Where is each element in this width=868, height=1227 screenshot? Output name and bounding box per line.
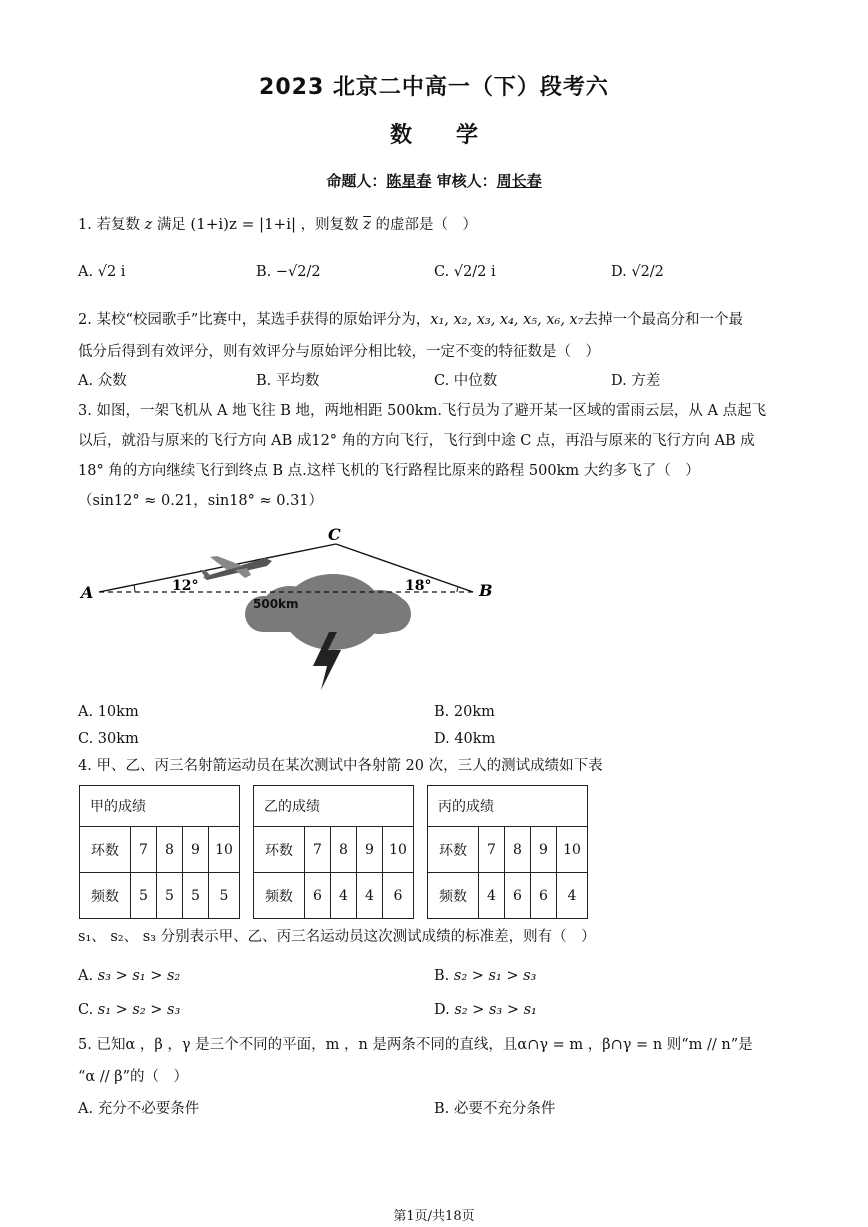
table-row: 环数 7 8 9 10: [80, 827, 240, 873]
q1-option-c: C. √2/2 i: [434, 264, 496, 280]
label-b: B: [479, 581, 493, 600]
q3-figure: [75, 520, 515, 695]
label-c: C: [328, 525, 341, 544]
q1-option-b-text: −√2/2: [275, 264, 321, 280]
q2-option-a: A. 众数: [78, 373, 127, 389]
table-title: 丙的成绩: [428, 786, 588, 827]
q1-equation: (1+i)z = |1+i|: [190, 215, 297, 233]
q2-line1: 2. 某校“校园歌手”比赛中，某选手获得的原始评分为，x₁, x₂, x₃, x₄, x₅, x₆, x₇去掉一个最高分和一个最: [78, 312, 744, 328]
angle-b-label: 18°: [405, 578, 432, 594]
q4-option-c: C. s₁ > s₂ > s₃: [78, 1002, 181, 1018]
q1-option-a-text: √2 i: [97, 264, 126, 280]
q2-option-c: C. 中位数: [434, 373, 498, 389]
q1-stem-mid: 满足: [156, 217, 186, 233]
table-row: 环数 7 8 9 10: [428, 827, 588, 873]
table-row: 环数 7 8 9 10: [254, 827, 414, 873]
q1-option-d-text: √2/2: [631, 264, 664, 280]
score-table-yi: [253, 785, 414, 919]
label-a: A: [81, 583, 94, 602]
q2-line2: 低分后得到有效评分，则有效评分与原始评分相比较，一定不变的特征数是（ ）: [78, 344, 600, 360]
q5-line2: “α // β”的（ ）: [78, 1069, 188, 1085]
reviewer-label: 审核人：: [436, 172, 497, 190]
setter-name: 陈星春: [386, 172, 432, 190]
q1-option-c-text: √2/2 i: [453, 264, 496, 280]
q1-stem: 1. 若复数 z 满足 (1+i)z = |1+i| ，则复数 $\overline{z}$ 的虚部是（ ）: [78, 215, 478, 233]
q3-line2: 以后，就沿与原来的飞行方向 AB 成12° 角的方向飞行，飞行到中途 C 点，再沿与原来的飞行方向 AB 成: [78, 433, 755, 449]
table-row: 频数 4 6 6 4: [428, 873, 588, 919]
q3-line1: 3. 如图，一架飞机从 A 地飞往 B 地，两地相距 500km.飞行员为了避开某一区域的雷雨云层，从 A 点起飞: [78, 403, 767, 419]
q5-option-b: B. 必要不充分条件: [434, 1101, 556, 1117]
distance-label: 500km: [253, 597, 299, 611]
q1-option-b: B. −√2/2: [256, 264, 321, 280]
table-row: 频数 6 4 4 6: [254, 873, 414, 919]
q2-option-d: D. 方差: [611, 373, 661, 389]
q2-vars: x₁, x₂, x₃, x₄, x₅, x₆, x₇: [430, 312, 584, 328]
q1-stem-prefix: 1. 若复数: [78, 217, 140, 233]
page-number: 第1页/共18页: [393, 1209, 475, 1224]
author-line: [0, 170, 868, 191]
angle-a-label: 12°: [172, 578, 199, 594]
setter-label: 命题人：: [326, 172, 387, 190]
q4-option-b: B. s₂ > s₁ > s₃: [434, 968, 537, 984]
q3-line4: （sin12° ≈ 0.21，sin18° ≈ 0.31）: [78, 493, 324, 509]
q1-option-a: A. √2 i: [78, 264, 126, 280]
q3-line3: 18° 角的方向继续飞行到终点 B 点.这样飞机的飞行路程比原来的路程 500km 大约多飞了（ ）: [78, 463, 700, 479]
q3-option-c: C. 30km: [78, 731, 139, 747]
exam-title: 2023 北京二中高一（下）段考六: [259, 75, 609, 100]
q2-option-b: B. 平均数: [256, 373, 320, 389]
q5-option-a: A. 充分不必要条件: [78, 1101, 200, 1117]
airplane-icon: [200, 556, 272, 580]
q4-option-a: A. s₃ > s₁ > s₂: [78, 968, 181, 984]
q1-option-d: D. √2/2: [611, 264, 664, 280]
q3-option-b: B. 20km: [434, 704, 495, 720]
subject-title: 数 学: [389, 123, 478, 148]
q4-followup: s₁、 s₂、 s₃ 分别表示甲、乙、丙三名运动员这次测试成绩的标准差，则有（ ）: [78, 929, 596, 945]
table-row: 频数 5 5 5 5: [80, 873, 240, 919]
q5-line1: 5. 已知α ，β ，γ 是三个不同的平面，m ，n 是两条不同的直线，且α∩γ = m ，β∩γ = n 则“m // n”是: [78, 1037, 753, 1053]
q1-stem-end: 的虚部是（ ）: [375, 217, 478, 233]
score-table-bing: [427, 785, 588, 919]
table-title: 乙的成绩: [254, 786, 414, 827]
q3-option-a: A. 10km: [78, 704, 139, 720]
q3-option-d: D. 40km: [434, 731, 496, 747]
q1-stem-suffix: ，则复数: [300, 217, 359, 233]
q4-stem: 4. 甲、乙、丙三名射箭运动员在某次测试中各射箭 20 次，三人的测试成绩如下表: [78, 758, 603, 774]
q4-option-d: D. s₂ > s₃ > s₁: [434, 1002, 537, 1018]
reviewer-name: 周长春: [496, 172, 542, 190]
table-title: 甲的成绩: [80, 786, 240, 827]
score-table-jia: [79, 785, 240, 919]
